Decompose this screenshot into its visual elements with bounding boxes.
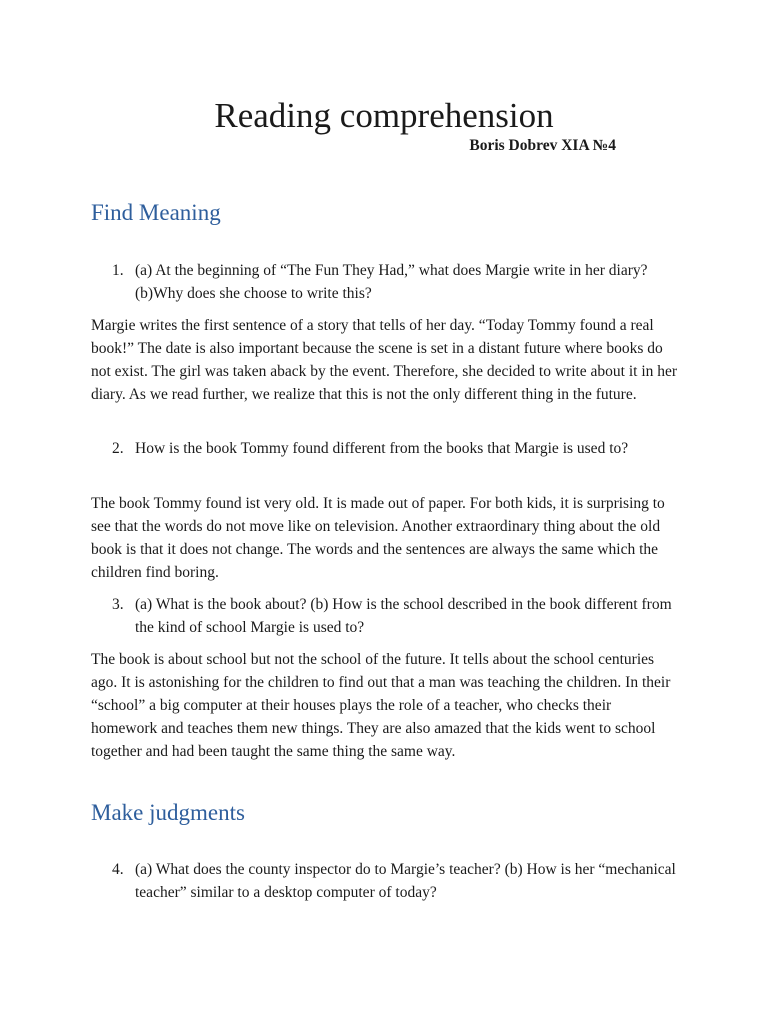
- answer-2: The book Tommy found ist very old. It is made out of paper. For both kids, it is surprising to see that the words do not move like on television. Another extraordinary thing about the old book is that it does not change. The words and the sentences are always the same which the children find boring.: [91, 495, 665, 581]
- question-text: (a) At the beginning of “The Fun They Had,” what does Margie write in her diary? (b)Why does she choose to write this?: [135, 262, 648, 302]
- author-line: Boris Dobrev XIA №4: [469, 137, 616, 154]
- question-4: [112, 858, 682, 904]
- question-2: [112, 437, 682, 460]
- question-3: [112, 593, 682, 639]
- answer-1: Margie writes the first sentence of a story that tells of her day. “Today Tommy found a real book!” The date is also important because the scene is set in a distant future where books do not exist. The girl was taken aback by the event. Therefore, she decided to write about it in her diary. As we read further, we realize that this is not the only different thing in the future.: [91, 317, 678, 403]
- question-number: 2.: [112, 440, 124, 457]
- question-text: (a) What does the county inspector do to Margie’s teacher? (b) How is her “mechanical teacher” similar to a desktop computer of today?: [135, 861, 676, 901]
- section-heading-make-judgments: Make judgments: [91, 800, 245, 825]
- document-title: Reading comprehension: [214, 96, 554, 135]
- question-text: (a) What is the book about? (b) How is the school described in the book different from the kind of school Margie is used to?: [135, 596, 672, 636]
- answer-3: The book is about school but not the school of the future. It tells about the school centuries ago. It is astonishing for the children to find out that a man was teaching the children. In their “school” a big computer at their houses plays the role of a teacher, who checks their homework and teaches them new things. They are also amazed that the kids went to school together and had been taught the same thing the same way.: [91, 651, 671, 760]
- question-1: [112, 259, 682, 305]
- question-number: 4.: [112, 861, 124, 878]
- question-number: 1.: [112, 262, 124, 279]
- question-text: How is the book Tommy found different from the books that Margie is used to?: [135, 440, 629, 457]
- question-number: 3.: [112, 596, 124, 613]
- section-heading-find-meaning: Find Meaning: [91, 200, 221, 225]
